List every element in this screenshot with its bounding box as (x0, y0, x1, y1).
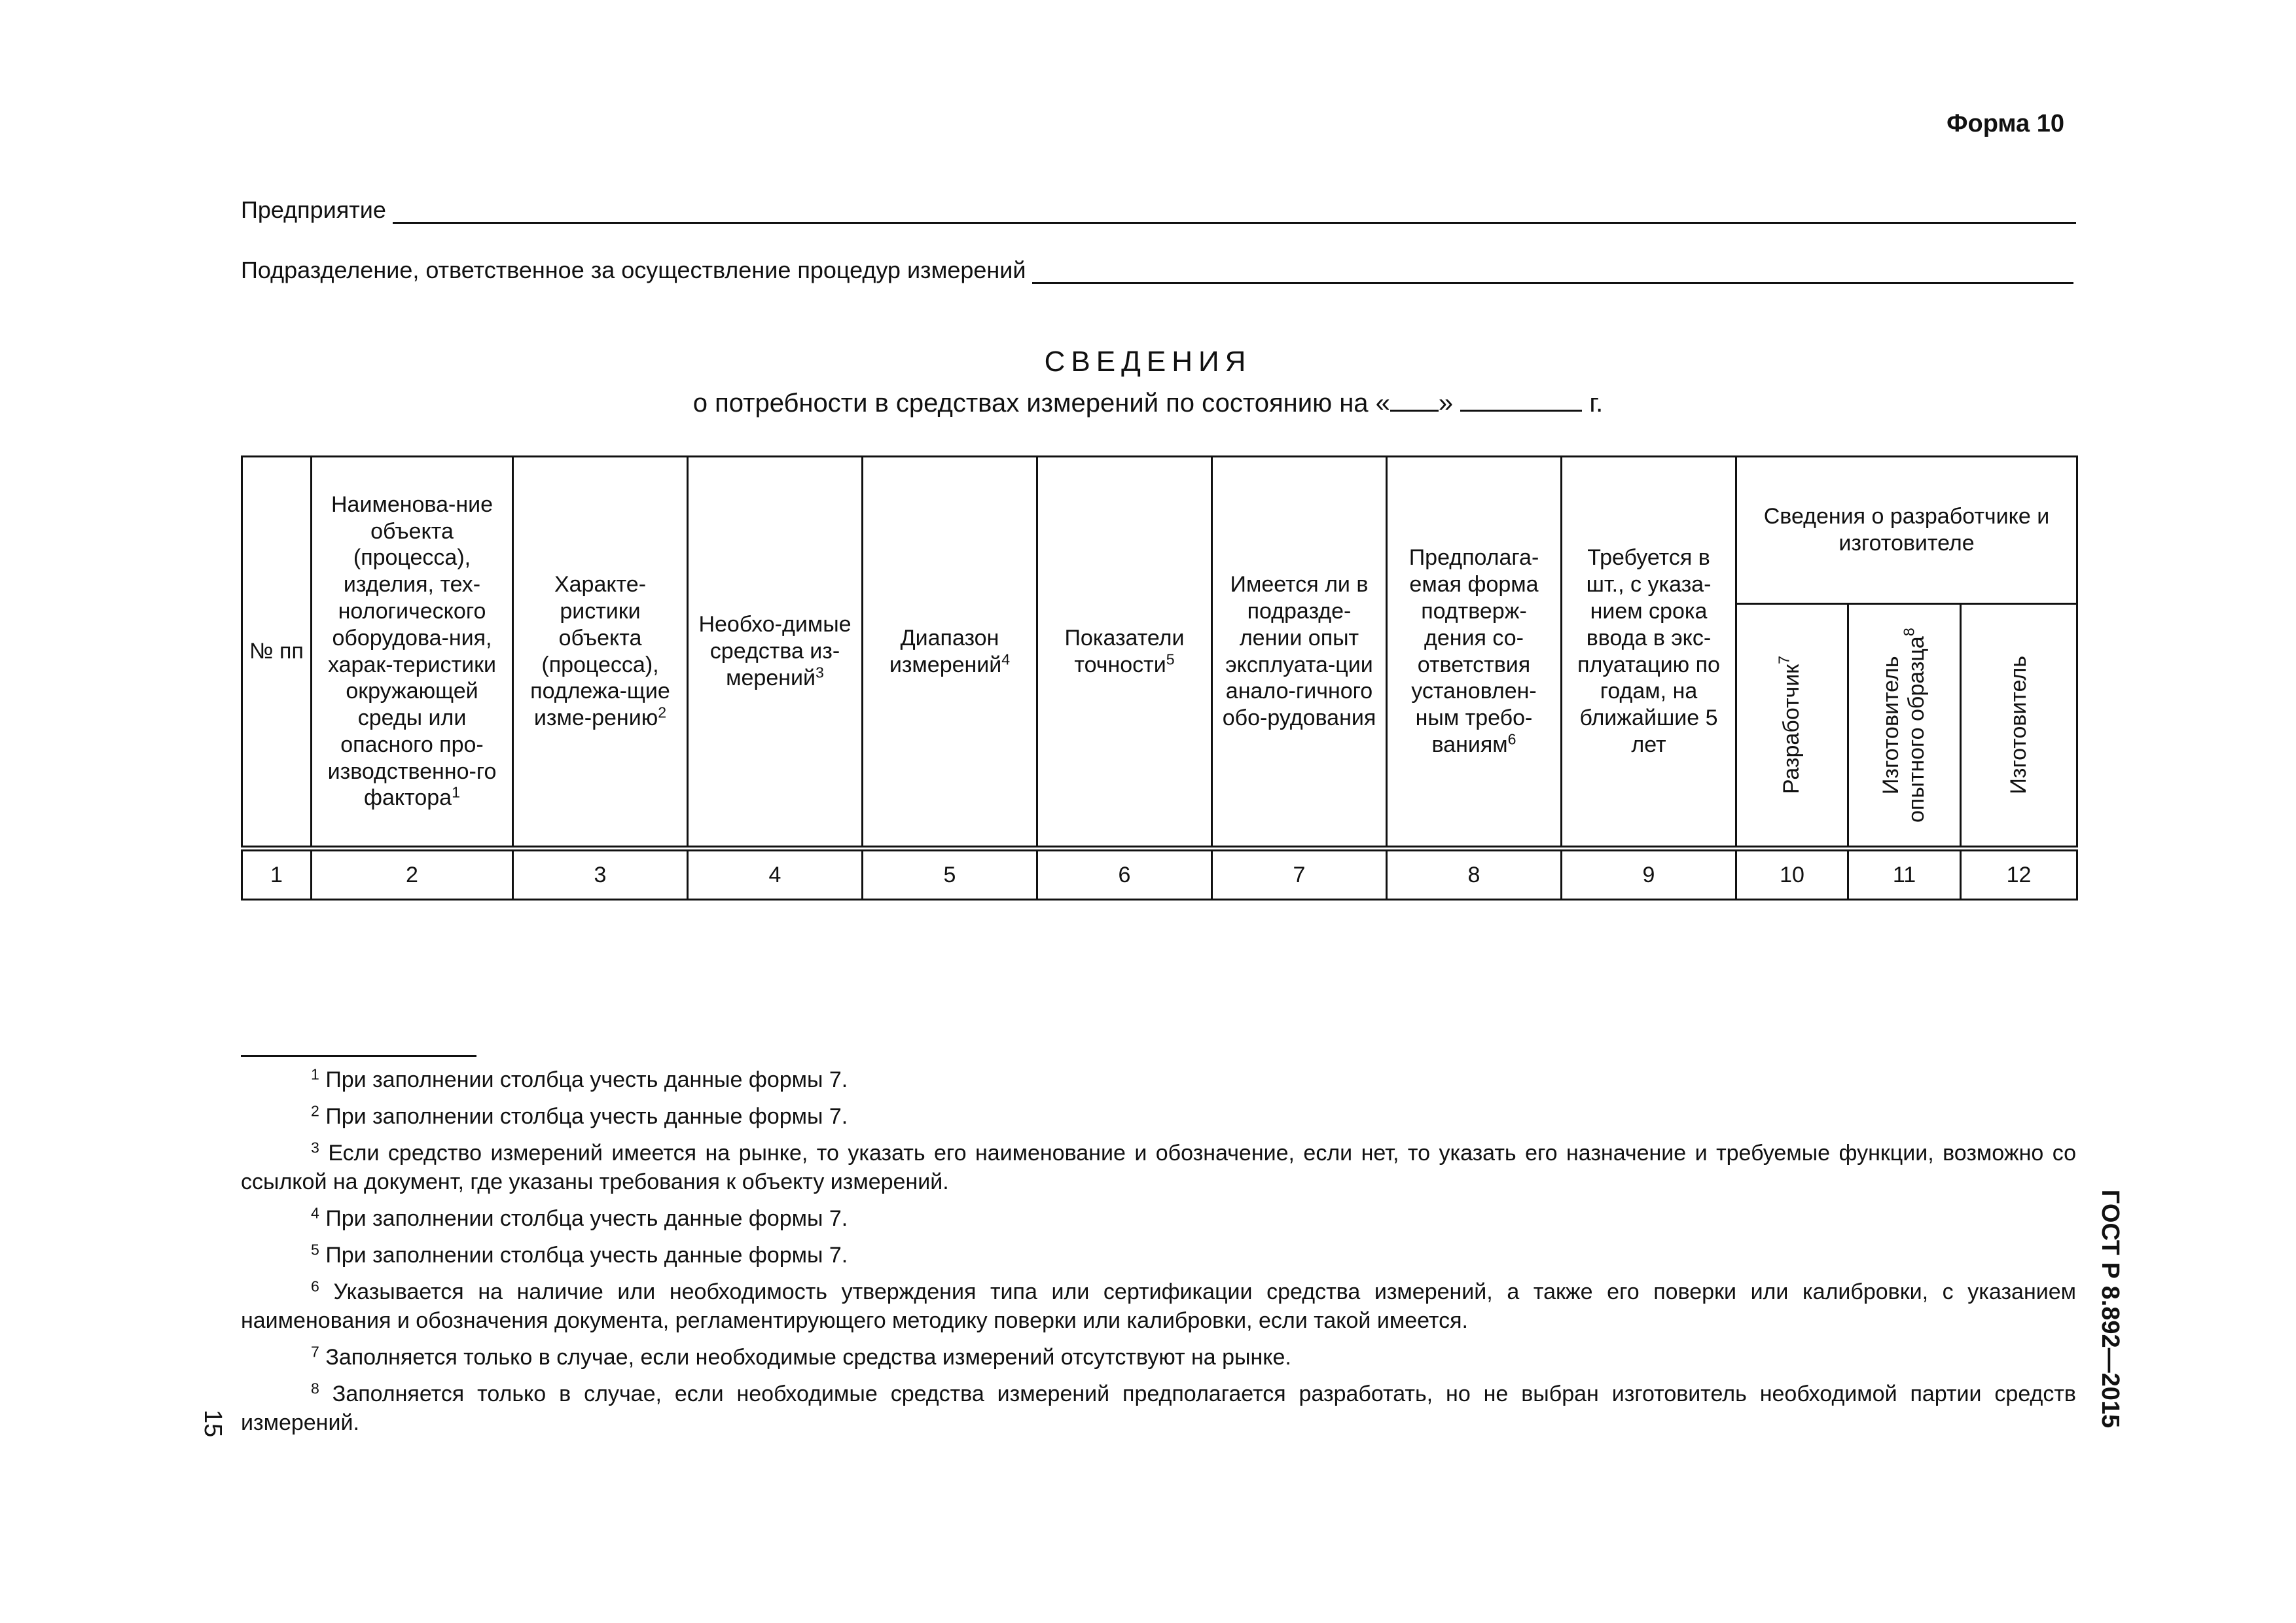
footnote-number: 6 (311, 1277, 319, 1295)
footnote-number: 5 (311, 1241, 319, 1258)
header-col-9-text: Требуется в шт., с указа-нием срока ввода в экс-плуатацию по годам, на ближайшие 5 лет (1577, 545, 1720, 757)
footnote-7 (241, 1343, 2076, 1372)
col-number: 6 (1037, 849, 1212, 900)
col-number: 8 (1387, 849, 1562, 900)
header-col-3-text: Характе-ристики объекта (процесса), подлежа-щие изме-рению (530, 572, 670, 731)
footnote-number: 7 (311, 1343, 319, 1361)
needs-table (241, 455, 2078, 901)
footnote-ref: 2 (658, 704, 667, 721)
header-col-9 (1562, 457, 1736, 849)
footnote-ref: 7 (1775, 656, 1793, 665)
footnote-text: При заполнении столбца учесть данные формы 7. (325, 1243, 848, 1268)
document-title: СВЕДЕНИЯ (1044, 346, 1252, 378)
header-col-1 (242, 457, 312, 849)
footnote-4 (241, 1204, 2076, 1233)
header-col-2 (312, 457, 513, 849)
header-col-8 (1387, 457, 1562, 849)
col-number: 10 (1736, 849, 1848, 900)
header-col-6-text: Показатели точности (1064, 625, 1185, 677)
header-col-2-text: Наименова-ние объекта (процесса), изделия, тех-нологического оборудова-ния, харак-теристики окружающей среды или опасного про-изводственно-го фактора (327, 491, 497, 811)
col-number: 12 (1961, 849, 2077, 900)
header-col-10-text: Разработчик (1779, 664, 1804, 794)
footnote-3 (241, 1139, 2076, 1196)
header-group-developer (1736, 457, 2077, 604)
header-col-12-text: Изготовитель (2005, 656, 2031, 794)
day-blank (1390, 386, 1439, 412)
page-number (196, 1407, 236, 1446)
subtitle-mid: » (1438, 389, 1454, 418)
footnotes (241, 1065, 2076, 1445)
subtitle-prefix: о потребности в средствах измерений по состоянию на « (692, 389, 1390, 418)
column-number-row (242, 849, 2077, 900)
footnote-text: При заполнении столбца учесть данные формы 7. (325, 1067, 848, 1092)
header-col-7 (1212, 457, 1387, 849)
footnote-ref: 4 (1001, 650, 1011, 668)
standard-designation (2078, 1178, 2296, 1440)
col-number: 1 (242, 849, 312, 900)
enterprise-blank-line (393, 200, 2076, 224)
footnote-text: Если средство измерений имеется на рынке, то указать его наименование и обозначение, если нет, то указать его назначение и требуемые функции, возможно со ссылкой на документ, где указаны требования к объекту измерений. (241, 1141, 2076, 1194)
footnote-ref: 1 (452, 783, 460, 801)
footnote-text: Заполняется только в случае, если необходимые средства измерений отсутствуют на рынке. (325, 1345, 1291, 1370)
footnote-6 (241, 1277, 2076, 1335)
header-row-1 (242, 457, 2077, 604)
standard-text: ГОСТ Р 8.892—2015 (2096, 1189, 2124, 1429)
footnote-text: При заполнении столбца учесть данные формы 7. (325, 1206, 848, 1231)
header-col-5-text: Диапазон измерений (889, 625, 1002, 677)
footnote-text: При заполнении столбца учесть данные формы 7. (325, 1104, 848, 1129)
footnote-1 (241, 1065, 2076, 1094)
header-group-text: Сведения о разработчике и изготовителе (1763, 504, 2050, 556)
col-number: 4 (688, 849, 863, 900)
header-col-11-text: Изготовитель опытного образца (1878, 636, 1929, 823)
header-col-5 (863, 457, 1037, 849)
header-col-4-text: Необхо-димые средства из-мерений (698, 612, 852, 690)
footnote-number: 1 (311, 1065, 319, 1083)
footnote-ref: 8 (1900, 628, 1918, 637)
footnote-ref: 6 (1507, 730, 1516, 748)
header-col-1-text: № пп (249, 639, 304, 664)
footnote-text: Указывается на наличие или необходимость утверждения типа или сертификации средства измерений, а также его поверки или калибровки, с указанием наименования и обозначения документа, регламентирующего методику поверки или калибровки, если такой имеется. (241, 1279, 2076, 1333)
footnote-number: 3 (311, 1139, 319, 1156)
footnote-8 (241, 1380, 2076, 1437)
footnote-number: 4 (311, 1204, 319, 1222)
header-col-11 (1848, 604, 1961, 849)
division-label: Подразделение, ответственное за осуществление процедур измерений (241, 257, 1026, 283)
col-number: 7 (1212, 849, 1387, 900)
footnote-number: 2 (311, 1102, 319, 1120)
col-number: 3 (513, 849, 688, 900)
enterprise-field (241, 196, 2076, 224)
page-number-text: 15 (199, 1410, 226, 1438)
footnote-number: 8 (311, 1380, 319, 1397)
header-col-8-text: Предполага-емая форма подтверж-дения со-ответствия установлен-ным требо-ваниям (1408, 545, 1539, 757)
month-blank (1460, 386, 1582, 412)
col-number: 11 (1848, 849, 1961, 900)
footnote-text: Заполняется только в случае, если необходимые средства измерений предполагается разработать, но не выбран изготовитель необходимой партии средств измерений. (241, 1382, 2076, 1435)
header-col-7-text: Имеется ли в подразде-лении опыт эксплуата-ции анало-гичного обо-рудования (1222, 572, 1376, 731)
subtitle-suffix: г. (1589, 389, 1604, 418)
header-col-4 (688, 457, 863, 849)
division-blank-line (1032, 260, 2073, 284)
footnote-separator (241, 1055, 476, 1057)
col-number: 5 (863, 849, 1037, 900)
header-col-3 (513, 457, 688, 849)
header-col-6 (1037, 457, 1212, 849)
header-col-10 (1736, 604, 1848, 849)
document-subtitle (0, 386, 2296, 418)
footnote-5 (241, 1241, 2076, 1270)
footnote-2 (241, 1102, 2076, 1131)
division-field (241, 257, 2073, 284)
footnote-ref: 5 (1166, 650, 1175, 668)
enterprise-label: Предприятие (241, 196, 386, 223)
col-number: 2 (312, 849, 513, 900)
col-number: 9 (1562, 849, 1736, 900)
form-number: Форма 10 (1946, 110, 2064, 137)
header-col-12 (1961, 604, 2077, 849)
footnote-ref: 3 (816, 664, 824, 681)
